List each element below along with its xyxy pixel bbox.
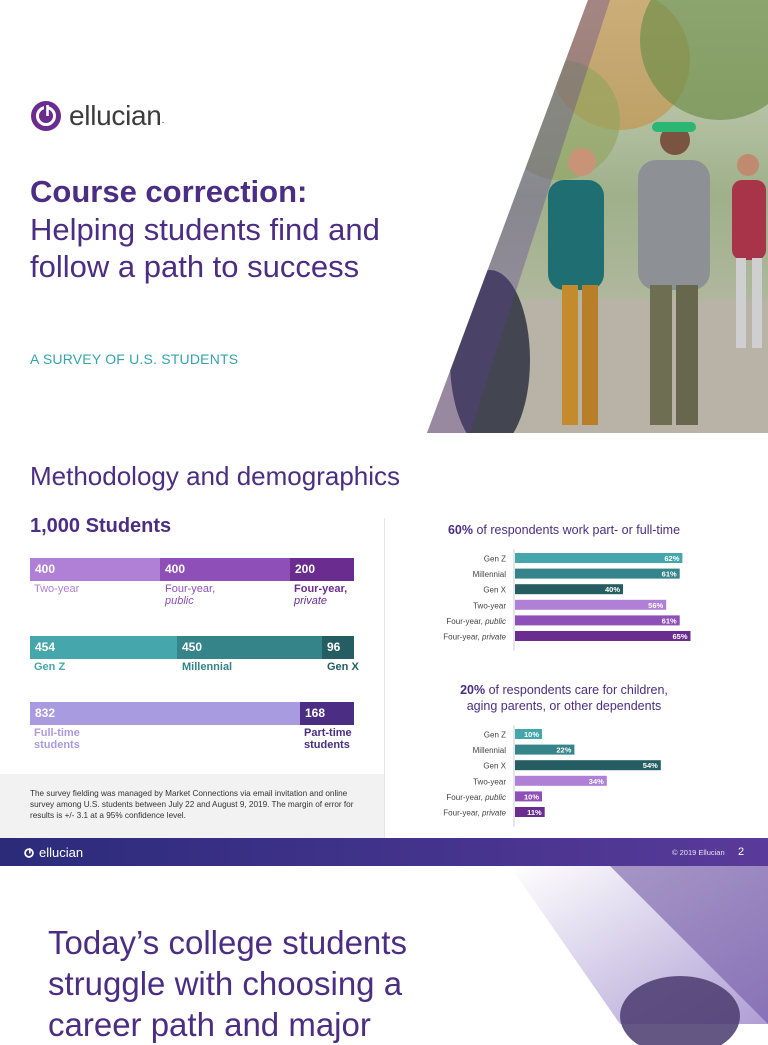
segment-gen-z: 454 bbox=[30, 636, 177, 659]
footer-logo-text: ellucian bbox=[39, 845, 84, 860]
chart-0-value-label: 65% bbox=[672, 632, 688, 641]
segment-two-year: 400 bbox=[30, 558, 160, 581]
chart-0-category-main: Gen X bbox=[483, 585, 506, 595]
label-gen-z: Gen Z bbox=[34, 661, 66, 673]
label-gen-x: Gen X bbox=[327, 661, 359, 673]
chart-1-value-label: 10% bbox=[523, 792, 539, 802]
label-full-time bbox=[34, 727, 80, 751]
chart-care-title bbox=[414, 682, 714, 714]
ellucian-logo-mark-icon bbox=[30, 100, 62, 132]
segment-gen-x: 96 bbox=[322, 636, 354, 659]
segment-part-time: 168 bbox=[300, 702, 354, 725]
chart-0-bar bbox=[515, 553, 682, 563]
chart-0-category-main: Four-year, bbox=[443, 632, 480, 642]
slide3-title bbox=[48, 922, 468, 1045]
label-two-year bbox=[34, 583, 79, 595]
label-four-year-private-italic: private bbox=[294, 595, 328, 607]
chart-care-title-bold: 20% bbox=[460, 683, 486, 697]
label-part-time bbox=[304, 727, 352, 751]
cover-slide bbox=[0, 0, 768, 433]
chart-0-category-main: Four-year, bbox=[446, 616, 483, 626]
chart-1-category-label bbox=[473, 746, 507, 755]
chart-1-category-main: Gen X bbox=[483, 761, 506, 771]
slide-footer bbox=[0, 838, 768, 866]
slide3-title-line-1: Today’s college students bbox=[48, 924, 407, 961]
next-slide bbox=[0, 866, 768, 1043]
chart-1-category-label bbox=[443, 809, 506, 818]
chart-0-bar bbox=[515, 631, 691, 641]
chart-1-category-label bbox=[446, 793, 506, 802]
chart-work-title bbox=[414, 522, 714, 538]
label-four-year-public-italic: public bbox=[165, 595, 194, 607]
chart-0-bar bbox=[515, 615, 680, 625]
footer-logo bbox=[22, 845, 83, 860]
ellucian-logo-text: ellucian bbox=[69, 100, 162, 131]
slide3-title-line-3: career path and major bbox=[48, 1006, 371, 1043]
chart-0-category-italic: public bbox=[482, 616, 506, 626]
label-four-year-public-text: Four-year, bbox=[165, 583, 216, 595]
label-millennial: Millennial bbox=[182, 661, 233, 673]
chart-0-category-label bbox=[484, 555, 506, 564]
cover-title-bold: Course correction: bbox=[30, 174, 308, 209]
methodology-slide bbox=[0, 433, 768, 866]
chart-care-svg bbox=[414, 725, 714, 835]
chart-0-category-main: Two-year bbox=[473, 601, 506, 611]
ellucian-logo-text-mark: . bbox=[161, 115, 165, 126]
chart-care-title-text: of respondents care for children, bbox=[488, 683, 668, 697]
enrollment-bar bbox=[30, 702, 354, 725]
chart-1-category-main: Four-year, bbox=[446, 792, 483, 802]
chart-0-category-italic: private bbox=[479, 632, 506, 642]
chart-0-category-label bbox=[473, 601, 506, 610]
cover-title-line-1: Helping students find and bbox=[30, 212, 380, 247]
label-four-year-private bbox=[294, 583, 347, 607]
chart-work-svg bbox=[414, 549, 714, 659]
chart-1-category-main: Four-year, bbox=[443, 808, 480, 818]
label-full-time-line2: students bbox=[34, 739, 80, 751]
chart-1-value-label: 10% bbox=[523, 730, 539, 739]
chart-1-category-main: Gen Z bbox=[483, 730, 506, 740]
label-part-time-line1: Part-time bbox=[304, 727, 352, 739]
page-number: 2 bbox=[738, 846, 745, 858]
chart-work-title-bold: 60% bbox=[447, 523, 473, 537]
chart-0-category-main: Gen Z bbox=[483, 554, 506, 564]
segment-four-year-private: 200 bbox=[290, 558, 354, 581]
segment-millennial: 450 bbox=[177, 636, 322, 659]
cover-subtitle: A SURVEY OF U.S. STUDENTS bbox=[30, 351, 239, 367]
label-four-year-private-text: Four-year, bbox=[294, 583, 348, 595]
slide3-title-line-2: struggle with choosing a bbox=[48, 965, 403, 1002]
chart-1-value-label: 54% bbox=[642, 761, 658, 771]
chart-1-category-italic: private bbox=[479, 808, 506, 818]
chart-0-category-main: Millennial bbox=[472, 570, 506, 580]
chart-work-title-text: of respondents work part- or full-time bbox=[476, 523, 681, 537]
chart-0-bar bbox=[515, 569, 680, 579]
chart-1-category-label bbox=[473, 777, 506, 786]
label-four-year-public bbox=[165, 583, 215, 607]
methodology-note: The survey fielding was managed by Market Connections via email invitation and online survey among U.S. students between July 22 and August 9, 2019. The margin of error for results is +/- 3.1 at a 95% confidence level. bbox=[0, 774, 384, 841]
chart-0-value-label: 56% bbox=[648, 600, 664, 610]
institution-type-bar bbox=[30, 558, 354, 581]
chart-1-category-main: Millennial bbox=[472, 746, 506, 756]
chart-0-value-label: 62% bbox=[664, 554, 680, 563]
footer-copyright: © 2019 Ellucian bbox=[672, 848, 725, 857]
chart-1-value-label: 11% bbox=[527, 808, 542, 817]
chart-0-category-label bbox=[446, 617, 506, 626]
cover-title-line-2: follow a path to success bbox=[30, 249, 360, 284]
chart-0-value-label: 61% bbox=[661, 616, 677, 626]
chart-1-category-label bbox=[483, 762, 506, 771]
chart-1-bar bbox=[515, 760, 661, 770]
methodology-title: Methodology and demographics bbox=[30, 461, 401, 491]
ellucian-logo bbox=[30, 100, 164, 132]
chart-0-category-label bbox=[443, 633, 506, 642]
chart-1-value-label: 22% bbox=[556, 745, 572, 755]
chart-0-value-label: 40% bbox=[604, 585, 620, 595]
chart-1-category-main: Two-year bbox=[473, 777, 506, 787]
chart-work bbox=[414, 549, 714, 659]
chart-0-category-label bbox=[483, 586, 506, 595]
chart-1-category-label bbox=[484, 731, 506, 740]
chart-0-category-label bbox=[473, 570, 507, 579]
chart-0-bar bbox=[515, 600, 666, 610]
segment-full-time: 832 bbox=[30, 702, 300, 725]
label-two-year-text: Two-year bbox=[34, 583, 80, 595]
chart-1-value-label: 34% bbox=[588, 776, 604, 786]
footer-logo-mark-icon bbox=[22, 846, 36, 860]
total-students: 1,000 Students bbox=[30, 515, 172, 537]
chart-care-title-text-2: aging parents, or other dependents bbox=[466, 699, 662, 713]
chart-0-value-label: 61% bbox=[661, 569, 677, 579]
section-divider bbox=[384, 518, 385, 838]
chart-1-category-italic: public bbox=[482, 792, 506, 802]
label-part-time-line2: students bbox=[304, 739, 350, 751]
segment-four-year-public: 400 bbox=[160, 558, 290, 581]
generation-bar bbox=[30, 636, 354, 659]
chart-care bbox=[414, 725, 714, 835]
label-full-time-line1: Full-time bbox=[34, 727, 80, 739]
